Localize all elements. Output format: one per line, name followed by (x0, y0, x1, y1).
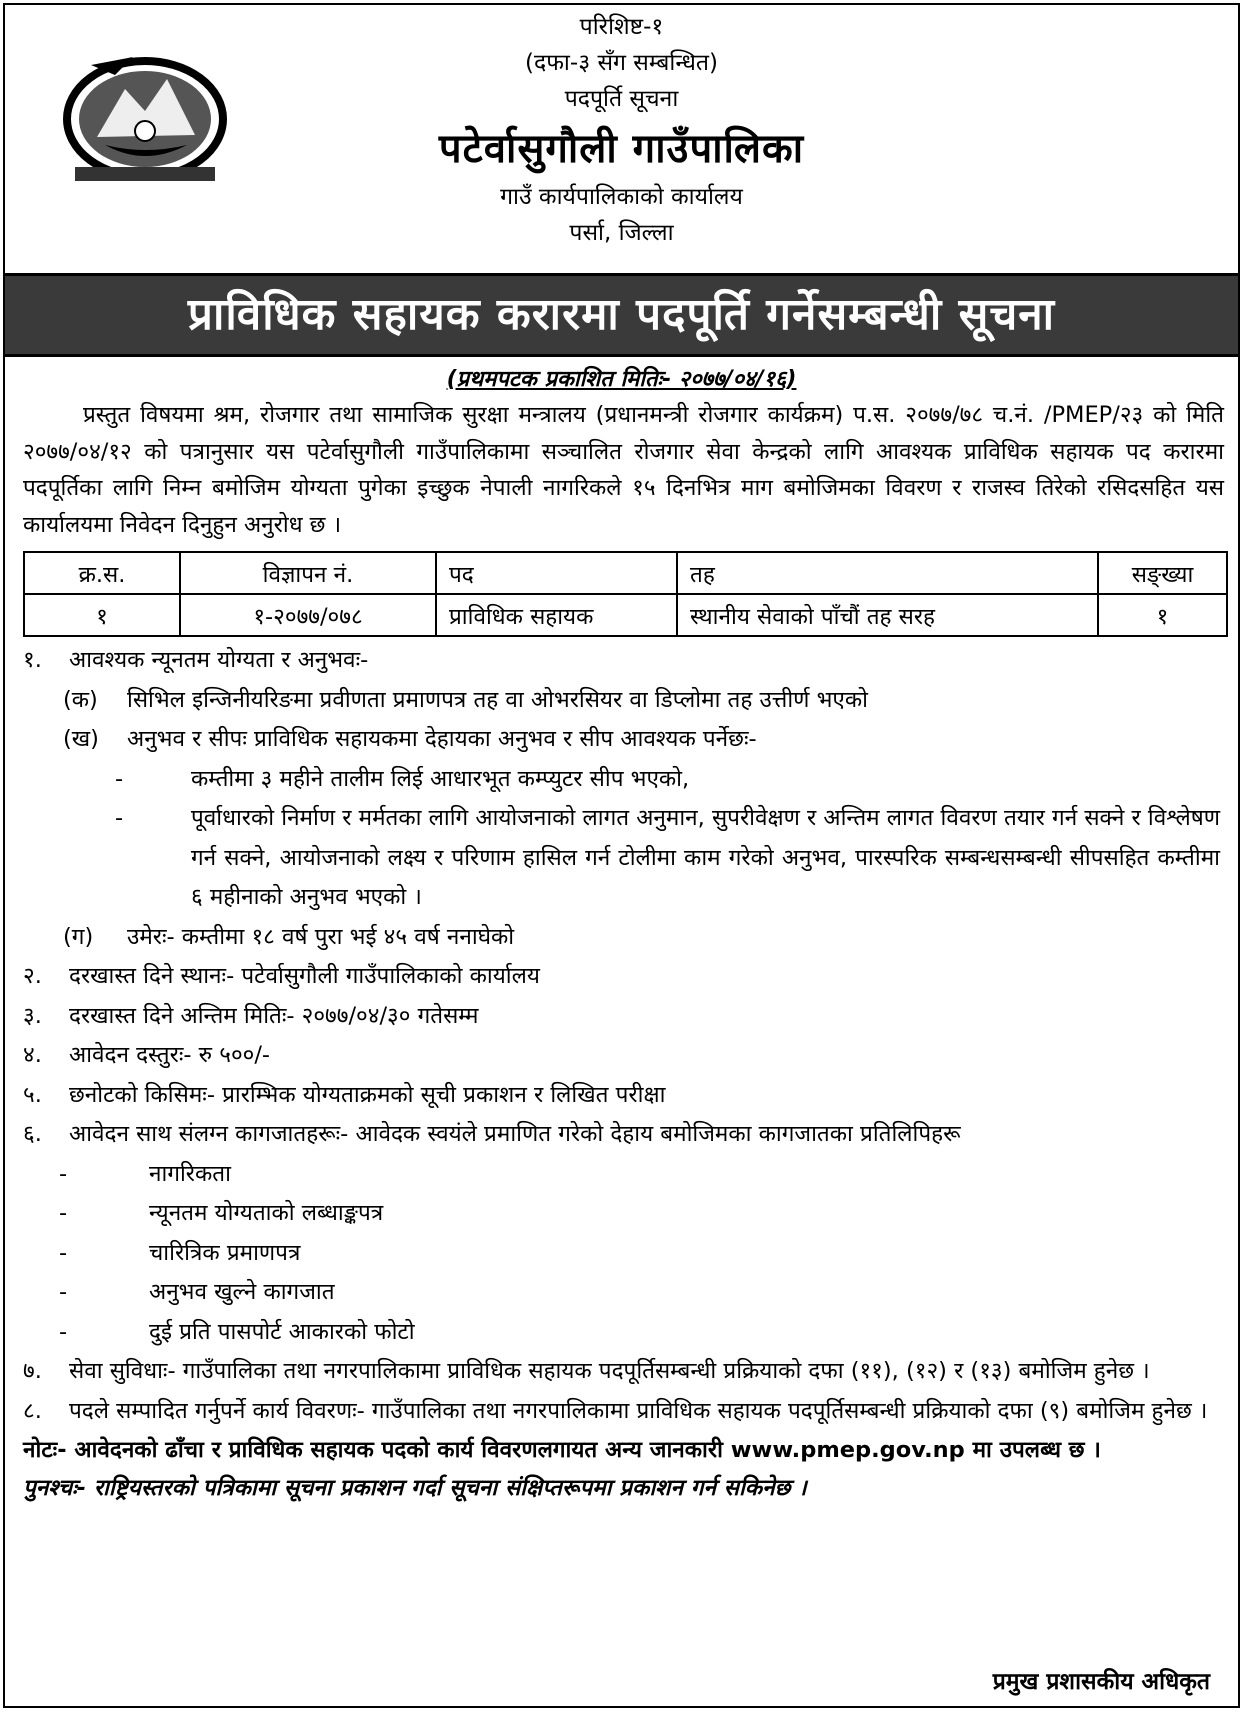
annex-reference: (दफा-३ सँग सम्बन्धित) (525, 50, 718, 76)
table-header-row (24, 552, 1227, 594)
list-bullet: - पूर्वाधारको निर्माण र मर्मतका लागि आयोजनाको लागत अनुमान, सुपरीवेक्षण र अन्तिम लागत विवरण तयार गर्न सक्ने र विश्लेषण गर्न सक्ने, आयोजनाको लक्ष्य र परिणाम हासिल गर्न टोलीमा काम गरेको अनुभव, पारस्परिक सम्बन्धसम्बन्धी सीपसहित कम्तीमा ६ महीनाको अनुभव भएको । (115, 805, 1221, 910)
note-text: नोटः- आवेदनको ढाँचा र प्राविधिक सहायक पदको कार्य विवरणलगायत अन्य जानकारी www.pmep.gov.np मा उपलब्ध छ । (23, 1437, 1101, 1463)
notice-header (5, 5, 1238, 273)
publication-date: (प्रथमपटक प्रकाशित मितिः- २०७७/०४/१६) (446, 367, 797, 392)
list-item: ५. छनोटको किसिमः- प्रारम्भिक योग्यताक्रमको सूची प्रकाशन र लिखित परीक्षा (23, 1081, 666, 1108)
list-subitem: (क) सिभिल इन्जिनीयरिङमा प्रवीणता प्रमाणपत्र तह वा ओभरसियर वा डिप्लोमा तह उत्तीर्ण भएको (63, 686, 868, 713)
document-item: - चारित्रिक प्रमाणपत्र (59, 1239, 301, 1266)
table-cell: १ (24, 594, 180, 636)
organization-name: पटेर्वासुगौली गाउँपालिका (438, 126, 805, 172)
table-header-cell: पद (436, 552, 677, 594)
notice-type: पदपूर्ति सूचना (564, 86, 679, 112)
table-header-cell: सङ्ख्या (1098, 552, 1227, 594)
table-row (24, 594, 1227, 636)
document-item: - दुई प्रति पासपोर्ट आकारको फोटो (59, 1318, 415, 1345)
signature-title: प्रमुख प्रशासकीय अधिकृत (992, 1669, 1210, 1695)
table-header-cell: विज्ञापन नं. (180, 552, 436, 594)
nepal-emblem-icon (45, 27, 245, 197)
document-item: - नागरिकता (59, 1160, 231, 1187)
table-cell: १ (1098, 594, 1227, 636)
list-item: ८. पदले सम्पादित गर्नुपर्ने कार्य विवरणः- गाउँपालिका तथा नगरपालिकामा प्राविधिक सहायक पदपूर्तिसम्बन्धी प्रक्रियाको दफा (९) बमोजिम हुनेछ । (23, 1397, 1208, 1424)
table-cell: प्राविधिक सहायक (436, 594, 677, 636)
document-item: - अनुभव खुल्ने कागजात (59, 1279, 335, 1305)
postscript-text: पुनश्चः- राष्ट्रियस्तरको पत्रिकामा सूचना प्रकाशन गर्दा सूचना संक्षिप्तरूपमा प्रकाशन गर्न सकिनेछ । (23, 1475, 807, 1501)
district-name: पर्सा, जिल्ला (569, 220, 674, 246)
list-subitem: (ग) उमेरः- कम्तीमा १८ वर्ष पुरा भई ४५ वर्ष ननाघेको (63, 923, 515, 950)
list-item: १. आवश्यक न्यूनतम योग्यता र अनुभवः- (23, 647, 369, 673)
table-cell: स्थानीय सेवाको पाँचौं तह सरह (677, 594, 1098, 636)
list-item: ४. आवेदन दस्तुरः- रु ५००/- (23, 1042, 271, 1068)
vacancy-table (23, 551, 1228, 637)
list-item: ६. आवेदन साथ संलग्न कागजातहरूः- आवेदक स्वयंले प्रमाणित गरेको देहाय बमोजिमका कागजातका प्रतिलिपिहरू (23, 1121, 961, 1147)
table-header-cell: क्र.स. (24, 552, 180, 594)
list-subitem: (ख) अनुभव र सीपः प्राविधिक सहायकमा देहायका अनुभव र सीप आवश्यक पर्नेछः- (63, 726, 757, 752)
annex-label: परिशिष्ट-१ (579, 14, 664, 40)
notice-title: प्राविधिक सहायक करारमा पदपूर्ति गर्नेसम्बन्धी सूचना (5, 273, 1238, 357)
requirements-list (5, 641, 1238, 1431)
table-cell: १-२०७७/०७८ (180, 594, 436, 636)
office-name: गाउँ कार्यपालिकाको कार्यालय (500, 184, 743, 210)
list-item: ७. सेवा सुविधाः- गाउँपालिका तथा नगरपालिकामा प्राविधिक सहायक पदपूर्तिसम्बन्धी प्रक्रियाको दफा (११), (१२) र (१३) बमोजिम हुनेछ । (23, 1358, 1150, 1384)
list-item: ३. दरखास्त दिने अन्तिम मितिः- २०७७/०४/३० गतेसम्म (23, 1002, 479, 1029)
notice-page (3, 3, 1240, 1708)
list-bullet: - कम्तीमा ३ महीने तालीम लिई आधारभूत कम्प्युटर सीप भएको, (115, 765, 690, 792)
intro-paragraph: प्रस्तुत विषयमा श्रम, रोजगार तथा सामाजिक सुरक्षा मन्त्रालय (प्रधानमन्त्री रोजगार कार्यक्रम) प.स. २०७७/७८ च.नं. /PMEP/२३ को मिति २०७७/०४/१२ को पत्रानुसार यस पटेर्वासुगौली गाउँपालिकामा सञ्चालित रोजगार सेवा केन्द्रको लागि आवश्यक प्राविधिक सहायक पद करारमा पदपूर्तिका लागि निम्न बमोजिम योग्यता पुगेका इच्छुक नेपाली नागरिकले १५ दिनभित्र माग बमोजिमका विवरण र राजस्व तिरेको रसिदसहित यस कार्यालयमा निवेदन दिनुहुन अनुरोध छ । (23, 402, 1224, 538)
list-item: २. दरखास्त दिने स्थानः- पटेर्वासुगौली गाउँपालिकाको कार्यालय (23, 963, 540, 989)
document-item: - न्यूनतम योग्यताको लब्धाङ्कपत्र (59, 1200, 384, 1226)
table-header-cell: तह (677, 552, 1098, 594)
